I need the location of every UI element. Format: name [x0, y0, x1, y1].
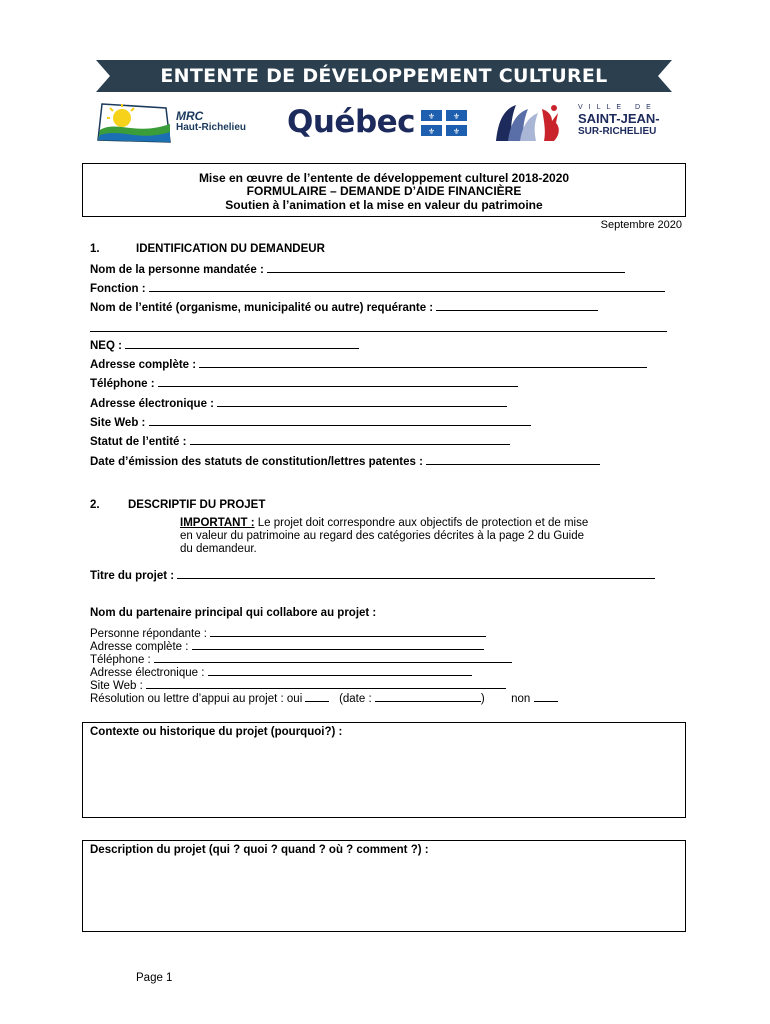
input-line-courriel[interactable]: [217, 397, 507, 407]
contexte-label: Contexte ou historique du projet (pourquoi?) :: [90, 726, 343, 738]
label-resolution-non: non: [511, 693, 531, 705]
page-number: Page 1: [136, 972, 173, 984]
label-partenaire-site: Site Web :: [90, 680, 143, 692]
field-date-emission[interactable]: [90, 455, 600, 468]
label-partenaire-adresse: Adresse complète :: [90, 641, 189, 653]
field-partenaire-site[interactable]: [90, 679, 506, 692]
field-site[interactable]: [90, 416, 531, 429]
important-line-1: Le projet doit correspondre aux objectifs de protection et de mise: [254, 517, 589, 529]
quebec-flag-icon: [421, 110, 467, 136]
svg-text:⚜: ⚜: [452, 127, 461, 136]
label-partenaire-telephone: Téléphone :: [90, 654, 151, 666]
important-line-2: en valeur du patrimoine au regard des catégories décrites à la page 2 du Guide: [180, 530, 585, 542]
ville-name-2: SUR-RICHELIEU: [578, 126, 657, 137]
input-line-mandataire[interactable]: [267, 263, 625, 273]
svg-text:⚜: ⚜: [427, 112, 436, 121]
input-line-date-emission[interactable]: [426, 455, 600, 465]
label-mandataire: Nom de la personne mandatée :: [90, 264, 264, 276]
section1-title: IDENTIFICATION DU DEMANDEUR: [136, 243, 325, 255]
contexte-box[interactable]: [82, 722, 686, 818]
field-entite[interactable]: [90, 301, 598, 314]
field-partenaire-resolution[interactable]: [90, 692, 558, 705]
field-mandataire[interactable]: [90, 263, 625, 276]
mrc-name: [176, 110, 246, 134]
description-box[interactable]: [82, 840, 686, 932]
ville-name-1: SAINT-JEAN-: [578, 111, 660, 126]
header-line-1: Mise en œuvre de l’entente de développement culturel 2018-2020: [198, 171, 570, 185]
input-line-resolution-date[interactable]: [375, 692, 481, 702]
field-telephone[interactable]: [90, 377, 518, 390]
label-entite: Nom de l’entité (organisme, municipalité ou autre) requérante :: [90, 302, 434, 314]
label-fonction: Fonction :: [90, 283, 146, 295]
label-partenaire-courriel: Adresse électronique :: [90, 667, 205, 679]
input-line-resolution-non[interactable]: [534, 692, 558, 702]
field-partenaire-adresse[interactable]: [90, 640, 484, 653]
important-note: [180, 517, 680, 556]
input-line-titre-projet[interactable]: [177, 569, 655, 579]
input-line-resolution-oui[interactable]: [305, 692, 329, 702]
section2-number: 2.: [90, 499, 100, 511]
svg-text:⚜: ⚜: [427, 127, 436, 136]
important-label: IMPORTANT :: [180, 517, 255, 529]
description-label: Description du projet (qui ? quoi ? quand ? où ? comment ?) :: [90, 844, 429, 856]
partenaire-title: Nom du partenaire principal qui collabore au projet :: [90, 607, 377, 619]
input-line-telephone[interactable]: [158, 377, 518, 387]
input-line-entite[interactable]: [436, 301, 598, 311]
quebec-wordmark: Québec: [287, 104, 416, 140]
svg-text:⚜: ⚜: [452, 112, 461, 121]
label-partenaire-personne: Personne répondante :: [90, 628, 208, 640]
sjsr-logo: [494, 101, 574, 145]
field-courriel[interactable]: [90, 397, 507, 410]
header-line-2: FORMULAIRE – DEMANDE D’AIDE FINANCIÈRE: [246, 184, 522, 198]
form-date: Septembre 2020: [600, 219, 682, 231]
field-adresse[interactable]: [90, 358, 647, 371]
label-statut: Statut de l’entité :: [90, 436, 187, 448]
label-courriel: Adresse électronique :: [90, 398, 214, 410]
field-fonction[interactable]: [90, 282, 665, 295]
input-line-partenaire-site[interactable]: [146, 679, 506, 689]
input-line-partenaire-courriel[interactable]: [208, 666, 472, 676]
label-date-emission: Date d’émission des statuts de constitution/lettres patentes :: [90, 456, 423, 468]
field-partenaire-courriel[interactable]: [90, 666, 472, 679]
header-line-3: Soutien à l’animation et la mise en valeur du patrimoine: [225, 198, 543, 212]
input-line-site[interactable]: [149, 416, 531, 426]
mrc-logo: [96, 102, 176, 144]
important-line-3: du demandeur.: [180, 543, 257, 555]
label-adresse: Adresse complète :: [90, 359, 197, 371]
mrc-abbrev: MRC: [176, 109, 204, 123]
sjsr-name: [578, 103, 660, 138]
field-partenaire-personne[interactable]: [90, 627, 486, 640]
input-line-neq[interactable]: [125, 339, 359, 349]
mrc-full-name: Haut-Richelieu: [176, 122, 247, 133]
ville-label: VILLE DE: [578, 104, 657, 111]
title-box: [82, 163, 686, 217]
input-line-partenaire-personne[interactable]: [210, 627, 486, 637]
input-line-entite-2[interactable]: [90, 320, 667, 332]
field-statut[interactable]: [90, 435, 510, 448]
section2-title: DESCRIPTIF DU PROJET: [128, 499, 266, 511]
banner-title: ENTENTE DE DÉVELOPPEMENT CULTUREL: [160, 65, 608, 87]
field-titre-projet[interactable]: [90, 569, 655, 582]
label-telephone: Téléphone :: [90, 378, 155, 390]
label-resolution-date-close: ): [480, 693, 485, 705]
input-line-adresse[interactable]: [199, 358, 647, 368]
input-line-fonction[interactable]: [149, 282, 665, 292]
label-resolution: Résolution ou lettre d’appui au projet : oui: [90, 693, 303, 705]
section1-number: 1.: [90, 243, 100, 255]
label-neq: NEQ :: [90, 340, 122, 352]
field-partenaire-telephone[interactable]: [90, 653, 512, 666]
input-line-partenaire-adresse[interactable]: [192, 640, 484, 650]
label-resolution-date: (date :: [339, 693, 372, 705]
input-line-partenaire-telephone[interactable]: [154, 653, 512, 663]
input-line-statut[interactable]: [190, 435, 510, 445]
label-titre-projet: Titre du projet :: [90, 570, 175, 582]
field-neq[interactable]: [90, 339, 359, 352]
label-site: Site Web :: [90, 417, 146, 429]
